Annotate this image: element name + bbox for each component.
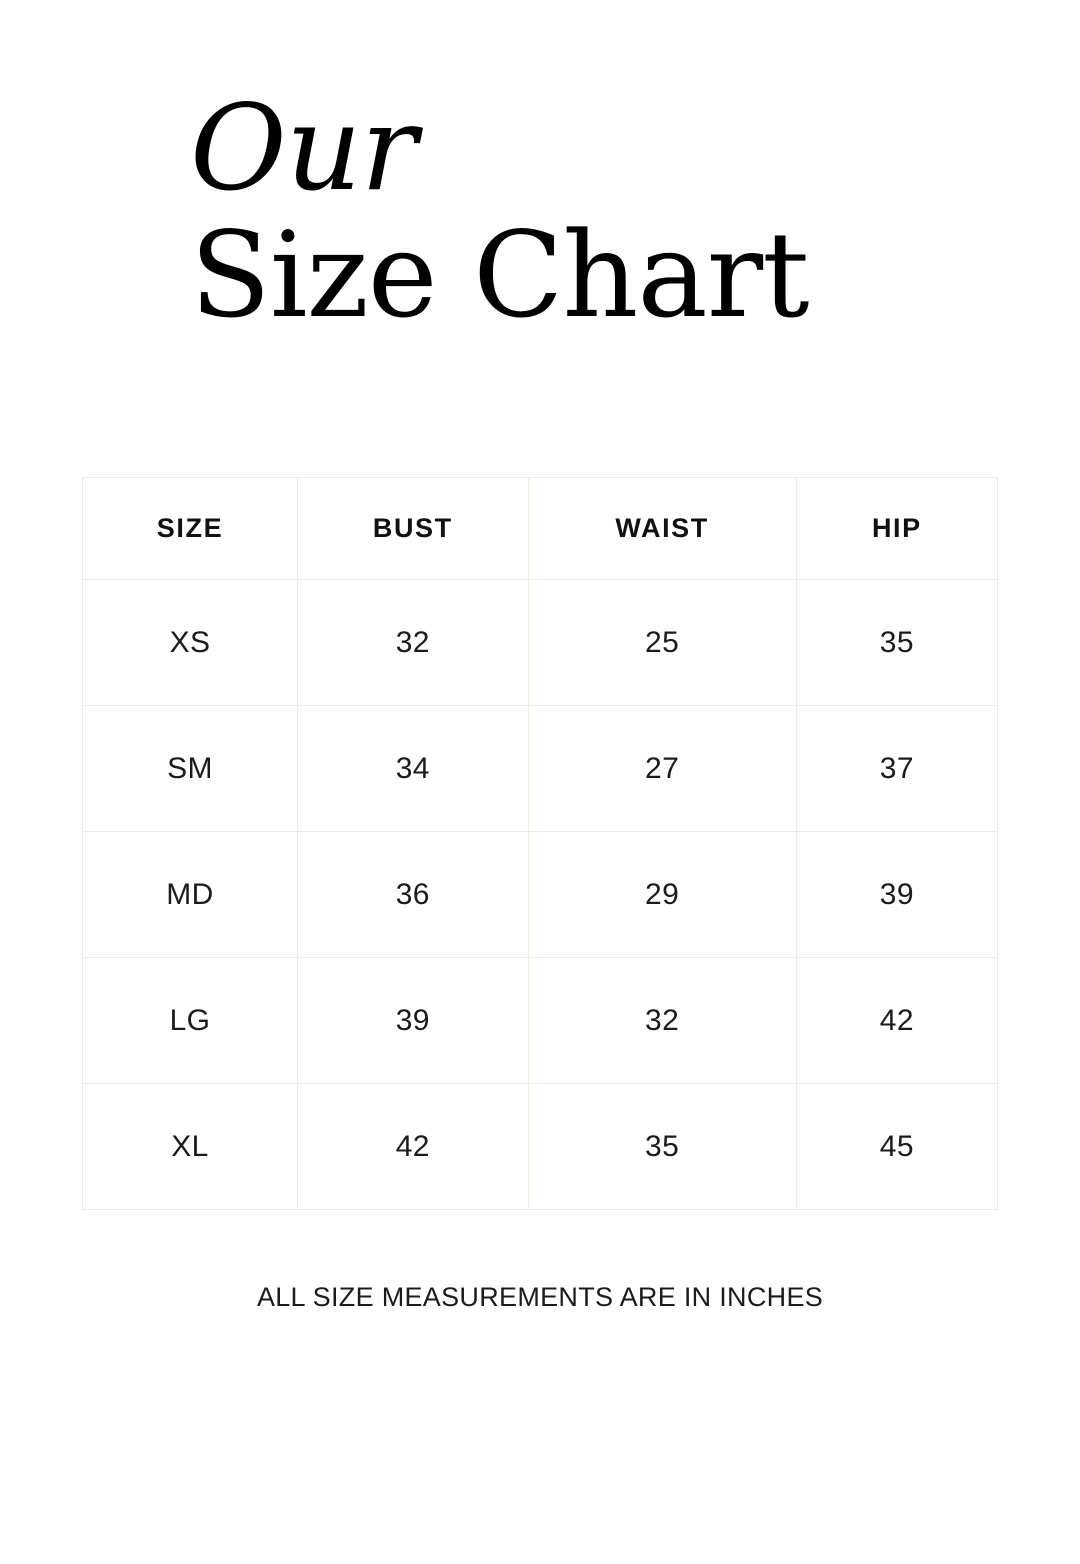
table-row <box>83 832 998 958</box>
cell-bust: 39 <box>298 958 529 1084</box>
column-header-waist: WAIST <box>528 478 796 580</box>
cell-size: SM <box>83 706 298 832</box>
measurement-note: ALL SIZE MEASUREMENTS ARE IN INCHES <box>256 1282 824 1312</box>
table-row <box>83 1084 998 1210</box>
cell-hip: 37 <box>796 706 997 832</box>
cell-size: XS <box>83 580 298 706</box>
size-table <box>82 477 998 1210</box>
title-line-size-chart: Size Chart <box>190 206 809 345</box>
cell-waist: 27 <box>528 706 796 832</box>
table-row <box>83 580 998 706</box>
cell-bust: 34 <box>298 706 529 832</box>
cell-hip: 39 <box>796 832 997 958</box>
size-table-container <box>82 477 998 1210</box>
column-header-bust: BUST <box>298 478 529 580</box>
cell-size: XL <box>83 1084 298 1210</box>
cell-waist: 29 <box>528 832 796 958</box>
cell-bust: 36 <box>298 832 529 958</box>
cell-waist: 25 <box>528 580 796 706</box>
table-row <box>83 706 998 832</box>
cell-size: MD <box>83 832 298 958</box>
column-header-hip: HIP <box>796 478 997 580</box>
cell-bust: 42 <box>298 1084 529 1210</box>
cell-hip: 42 <box>796 958 997 1084</box>
cell-size: LG <box>83 958 298 1084</box>
cell-hip: 35 <box>796 580 997 706</box>
cell-bust: 32 <box>298 580 529 706</box>
cell-waist: 35 <box>528 1084 796 1210</box>
table-header-row <box>83 478 998 580</box>
table-row <box>83 958 998 1084</box>
title-line-our: Our <box>190 79 417 217</box>
page-title <box>0 0 1080 345</box>
column-header-size: SIZE <box>83 478 298 580</box>
cell-hip: 45 <box>796 1084 997 1210</box>
cell-waist: 32 <box>528 958 796 1084</box>
